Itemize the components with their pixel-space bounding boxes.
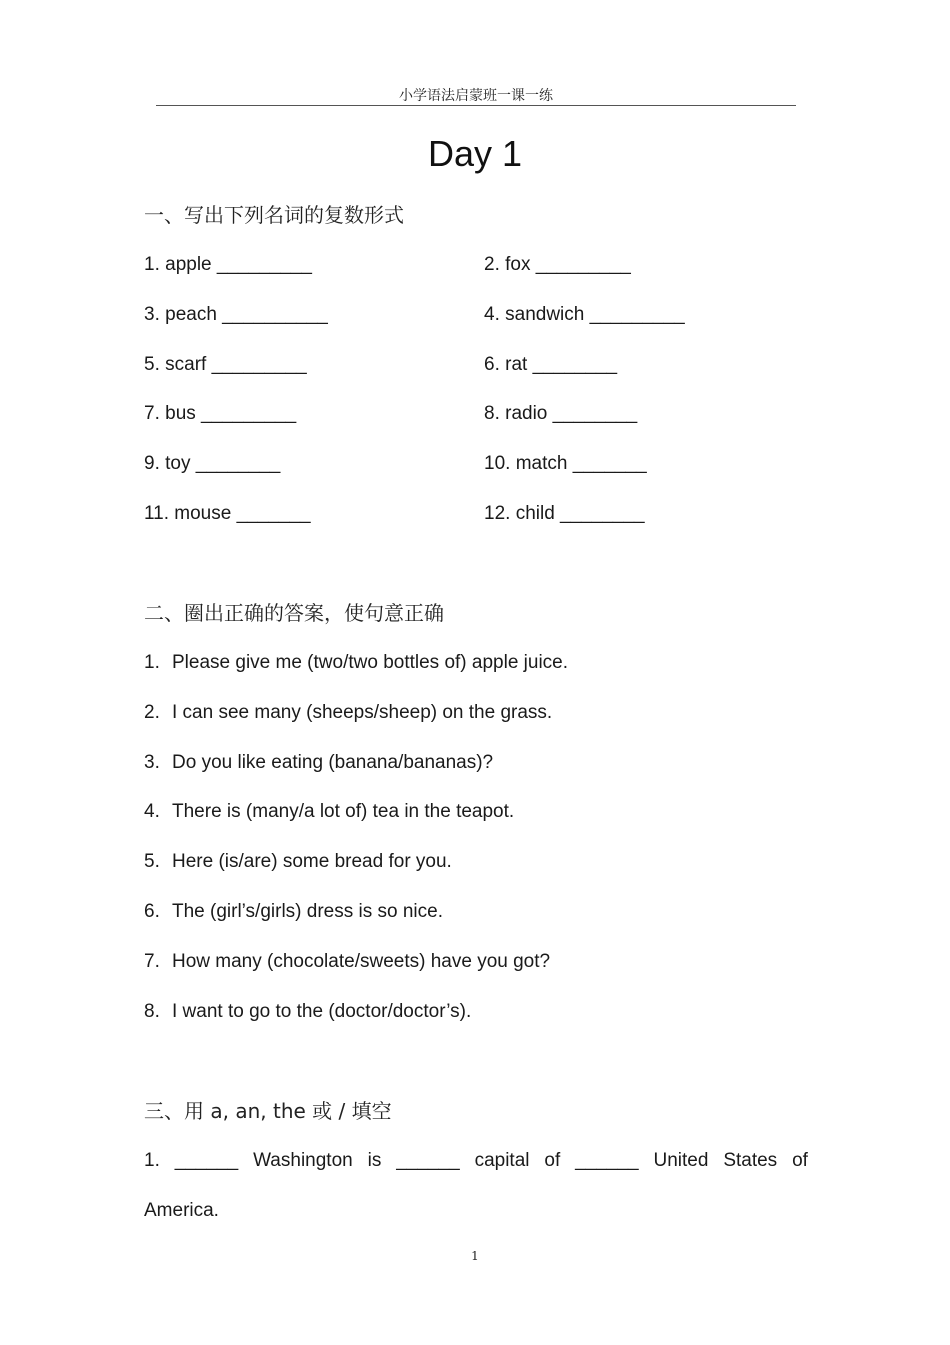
page-title: Day 1 xyxy=(427,133,523,174)
item-number: 2. xyxy=(144,702,160,723)
section-3-heading: 三、用 a, an, the 或 / 填空 xyxy=(144,1099,392,1123)
choice-sentence xyxy=(144,699,552,727)
choice-sentence xyxy=(144,798,514,826)
sentence-word: of xyxy=(792,1150,808,1171)
choice-sentence xyxy=(144,848,452,876)
sentence-word: ______ xyxy=(575,1150,639,1171)
plural-item: 4. sandwich _________ xyxy=(484,304,685,325)
item-number: 4. xyxy=(144,801,160,822)
item-number: 5. xyxy=(144,851,160,872)
sentence-word: ______ xyxy=(396,1150,460,1171)
choice-sentence xyxy=(144,649,568,677)
sentence-word: ______ xyxy=(174,1150,239,1171)
plural-item: 9. toy ________ xyxy=(144,453,281,474)
sentence-word: Washington xyxy=(253,1150,353,1171)
sentence-text: Here (is/are) some bread for you. xyxy=(172,851,452,872)
sentence-text: Please give me (two/two bottles of) apple juice. xyxy=(172,652,569,673)
page-number: 1 xyxy=(471,1249,479,1263)
plural-item: 6. rat ________ xyxy=(484,354,618,375)
choice-sentence xyxy=(144,749,493,777)
sentence-text: There is (many/a lot of) tea in the teapot. xyxy=(172,801,515,822)
item-number: 8. xyxy=(144,1001,160,1022)
sentence-word: 1. xyxy=(144,1150,160,1171)
sentence-word: of xyxy=(544,1150,561,1171)
plural-item: 12. child ________ xyxy=(484,503,645,524)
sentence-text: I want to go to the (doctor/doctor’s). xyxy=(172,1001,472,1022)
plural-item: 2. fox _________ xyxy=(484,254,631,275)
plural-item: 1. apple _________ xyxy=(144,254,312,275)
section-1-heading: 一、写出下列名词的复数形式 xyxy=(144,203,404,227)
plural-item: 5. scarf _________ xyxy=(144,354,307,375)
plural-item: 8. radio ________ xyxy=(484,403,638,424)
sentence-text: I can see many (sheeps/sheep) on the grass. xyxy=(172,702,553,723)
item-number: 6. xyxy=(144,901,160,922)
plural-item: 3. peach __________ xyxy=(144,304,328,325)
sentence-word: States xyxy=(723,1150,778,1171)
choice-sentence xyxy=(144,948,550,976)
plural-item: 11. mouse _______ xyxy=(144,503,311,524)
sentence-text: The (girl’s/girls) dress is so nice. xyxy=(172,901,444,922)
section-2-heading: 二、圈出正确的答案，使句意正确 xyxy=(144,601,444,625)
sentence-word: is xyxy=(367,1150,382,1171)
page-header: 小学语法启蒙班一课一练 xyxy=(399,88,553,104)
item-number: 7. xyxy=(144,951,160,972)
sentence-text: Do you like eating (banana/bananas)? xyxy=(172,752,494,773)
choice-sentence xyxy=(144,998,471,1026)
item-number: 3. xyxy=(144,752,160,773)
plural-item: 10. match _______ xyxy=(484,453,647,474)
item-number: 1. xyxy=(144,652,160,673)
plural-item: 7. bus _________ xyxy=(144,403,297,424)
sentence-word: capital xyxy=(474,1150,530,1171)
sentence-word: United xyxy=(653,1150,709,1171)
fill-in-sentence-continuation: America. xyxy=(144,1200,219,1221)
sentence-text: How many (chocolate/sweets) have you got? xyxy=(172,951,551,972)
header-divider xyxy=(156,105,796,106)
choice-sentence xyxy=(144,898,443,926)
fill-in-sentence xyxy=(144,1147,808,1175)
